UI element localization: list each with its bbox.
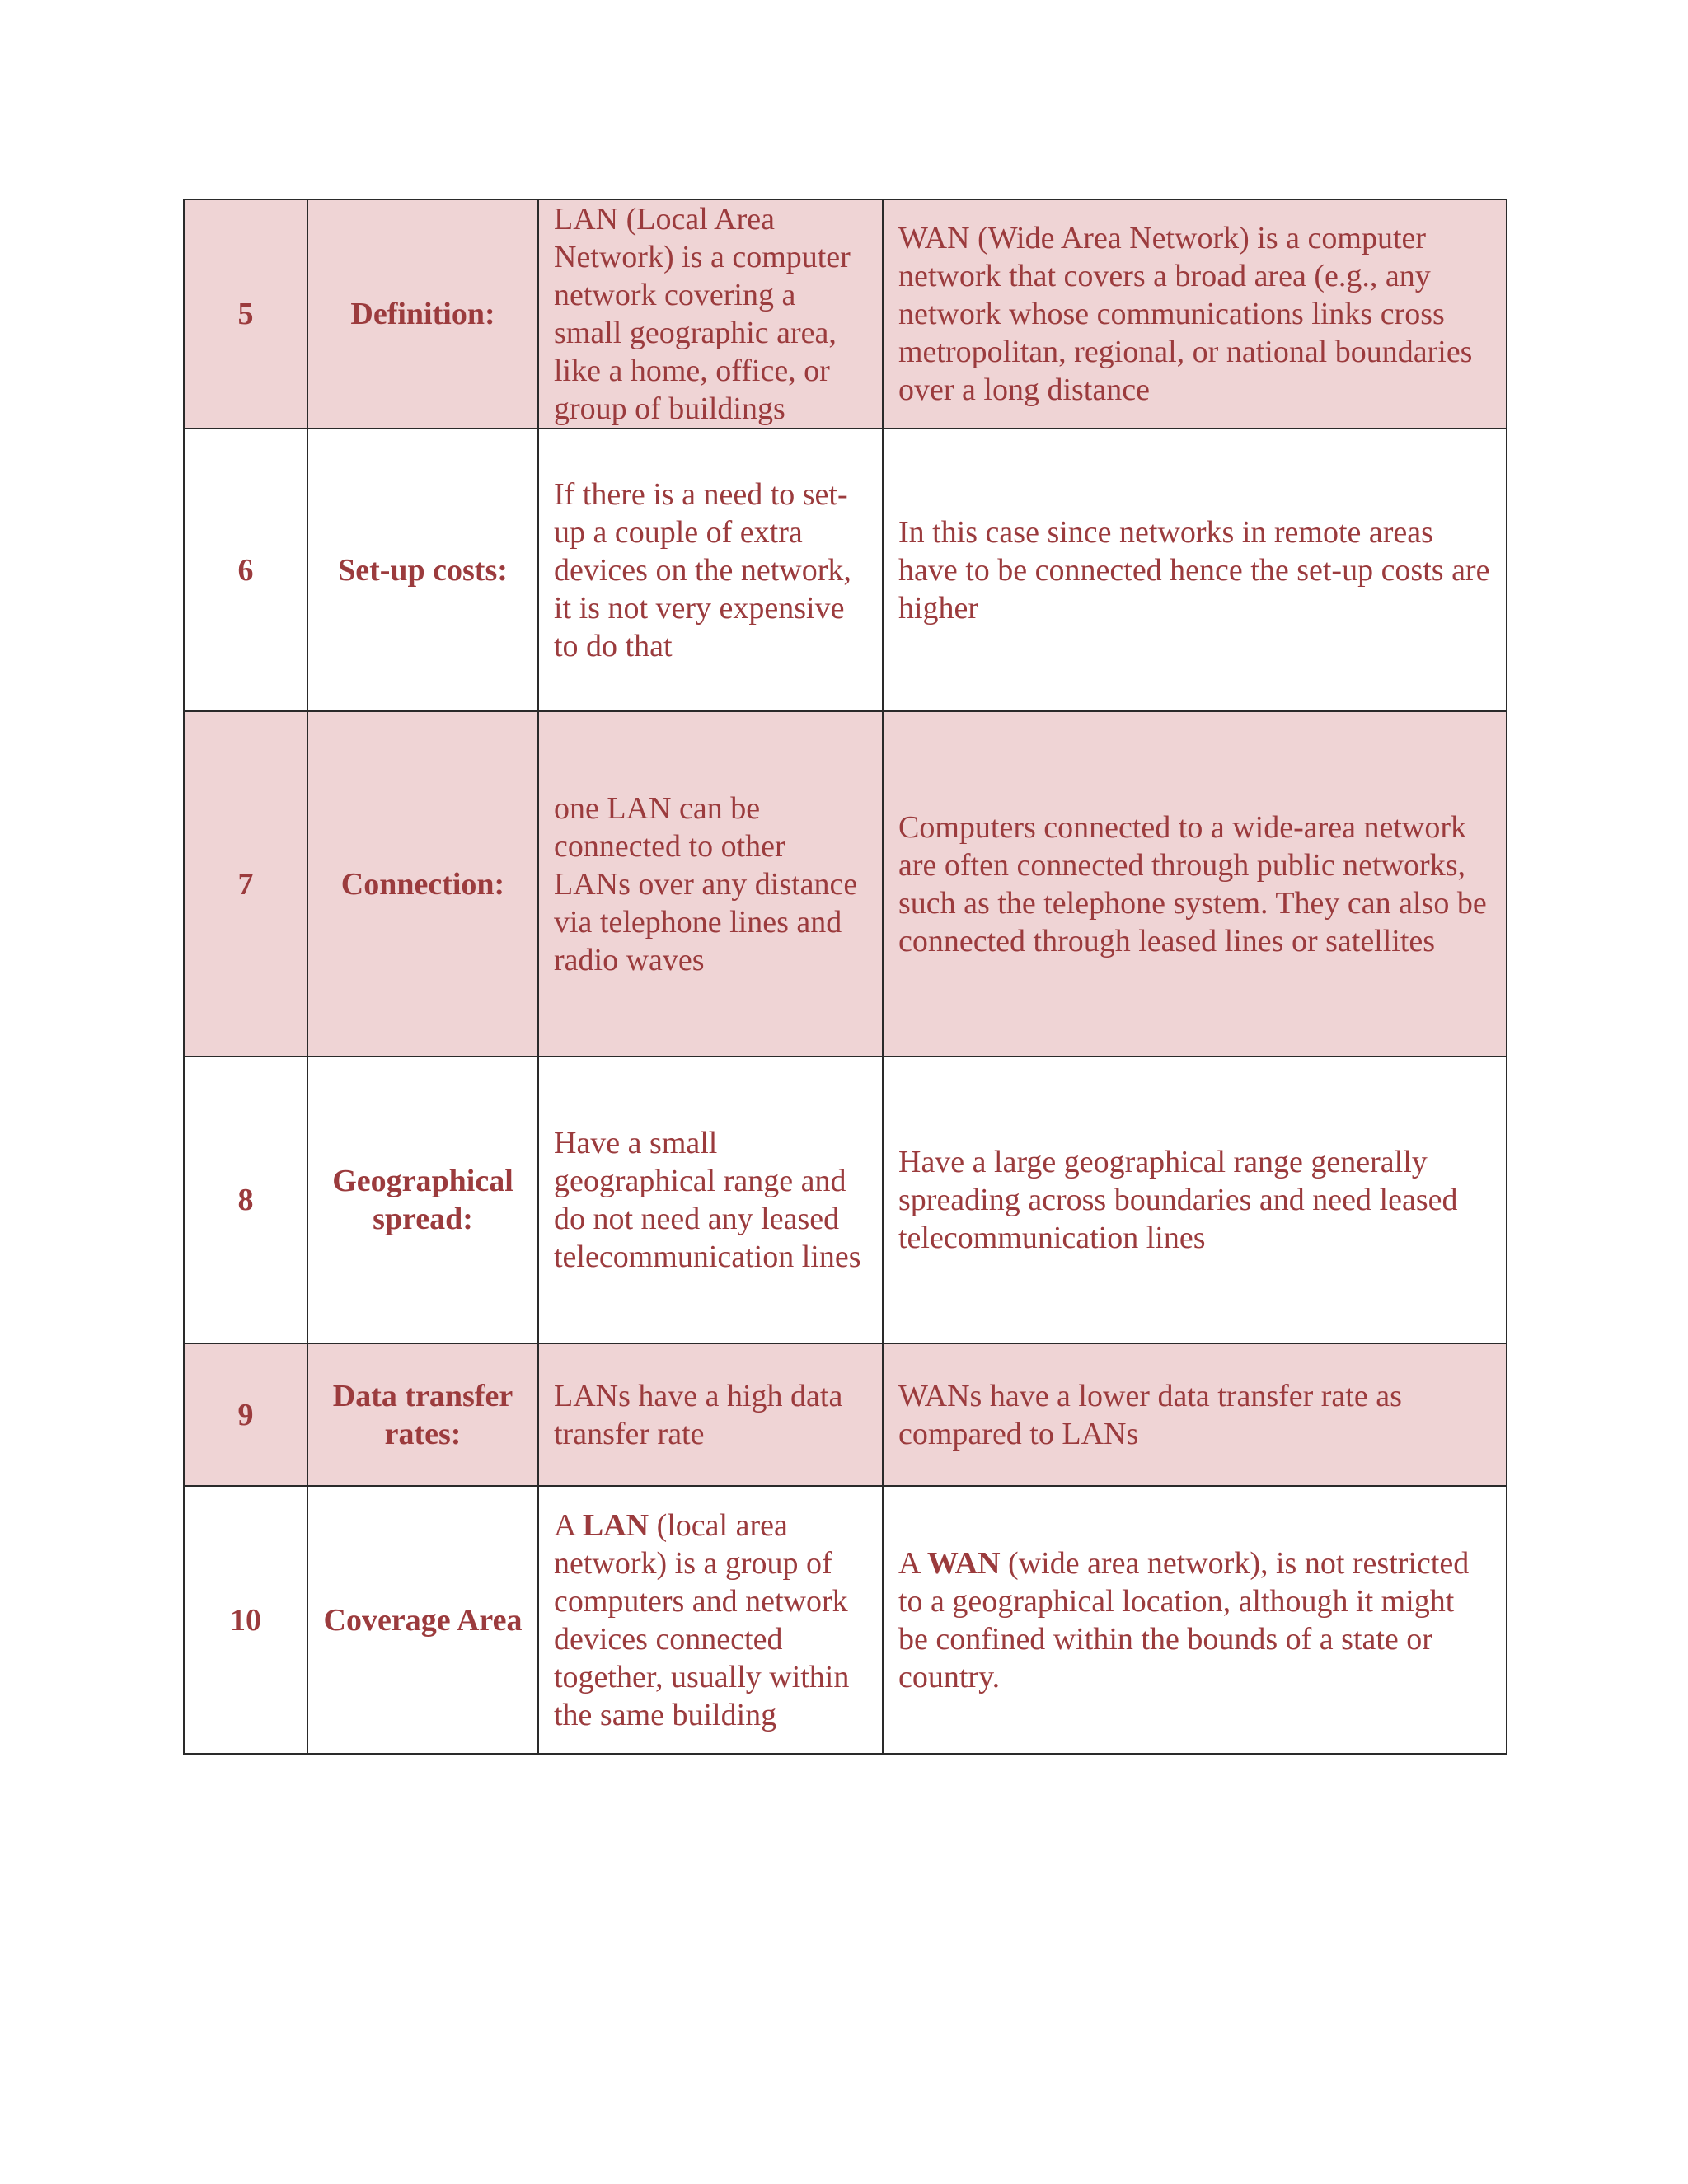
row-number: 5: [184, 199, 307, 429]
wan-cell: Computers connected to a wide-area network are often connected through public networks, such as the telephone system. They can also be connected through leased lines or satellites: [883, 711, 1507, 1057]
lan-wan-comparison-table: [183, 199, 1507, 1755]
row-attribute: Connection:: [307, 711, 538, 1057]
lan-rest: (local area network) is a group of computers and network devices connected together, usually within the same building: [554, 1507, 850, 1732]
lan-cell: [538, 1486, 883, 1754]
lan-keyword: LAN: [582, 1507, 649, 1543]
table-row: [184, 711, 1507, 1057]
row-attribute: Geographical spread:: [307, 1057, 538, 1343]
lan-cell: If there is a need to set-up a couple of extra devices on the network, it is not very expensive to do that: [538, 429, 883, 711]
row-attribute: Coverage Area: [307, 1486, 538, 1754]
wan-cell: WANs have a lower data transfer rate as compared to LANs: [883, 1343, 1507, 1486]
wan-keyword: WAN: [926, 1545, 1001, 1581]
table-row: [184, 199, 1507, 429]
wan-cell: [883, 1486, 1507, 1754]
row-number: 10: [184, 1486, 307, 1754]
lan-cell: LANs have a high data transfer rate: [538, 1343, 883, 1486]
row-attribute: Set-up costs:: [307, 429, 538, 711]
table-row: [184, 1343, 1507, 1486]
row-number: 7: [184, 711, 307, 1057]
wan-rest: (wide area network), is not restricted to a geographical location, although it might be confined within the bounds of a state or country.: [898, 1545, 1470, 1694]
table-row: [184, 429, 1507, 711]
row-attribute: Data transfer rates:: [307, 1343, 538, 1486]
row-number: 9: [184, 1343, 307, 1486]
lan-cell: Have a small geographical range and do not need any leased telecommunication lines: [538, 1057, 883, 1343]
lan-prefix: A: [554, 1507, 583, 1543]
wan-cell: Have a large geographical range generally spreading across boundaries and need leased telecommunication lines: [883, 1057, 1507, 1343]
lan-cell: LAN (Local Area Network) is a computer network covering a small geographic area, like a home, office, or group of buildings: [538, 199, 883, 429]
wan-cell: WAN (Wide Area Network) is a computer network that covers a broad area (e.g., any network whose communications links cross metropolitan, regional, or national boundaries over a long distance: [883, 199, 1507, 429]
row-number: 6: [184, 429, 307, 711]
wan-prefix: A: [898, 1545, 927, 1581]
table-row: [184, 1486, 1507, 1754]
table-row: [184, 1057, 1507, 1343]
wan-cell: In this case since networks in remote areas have to be connected hence the set-up costs are higher: [883, 429, 1507, 711]
lan-cell: one LAN can be connected to other LANs over any distance via telephone lines and radio waves: [538, 711, 883, 1057]
row-number: 8: [184, 1057, 307, 1343]
row-attribute: Definition:: [307, 199, 538, 429]
